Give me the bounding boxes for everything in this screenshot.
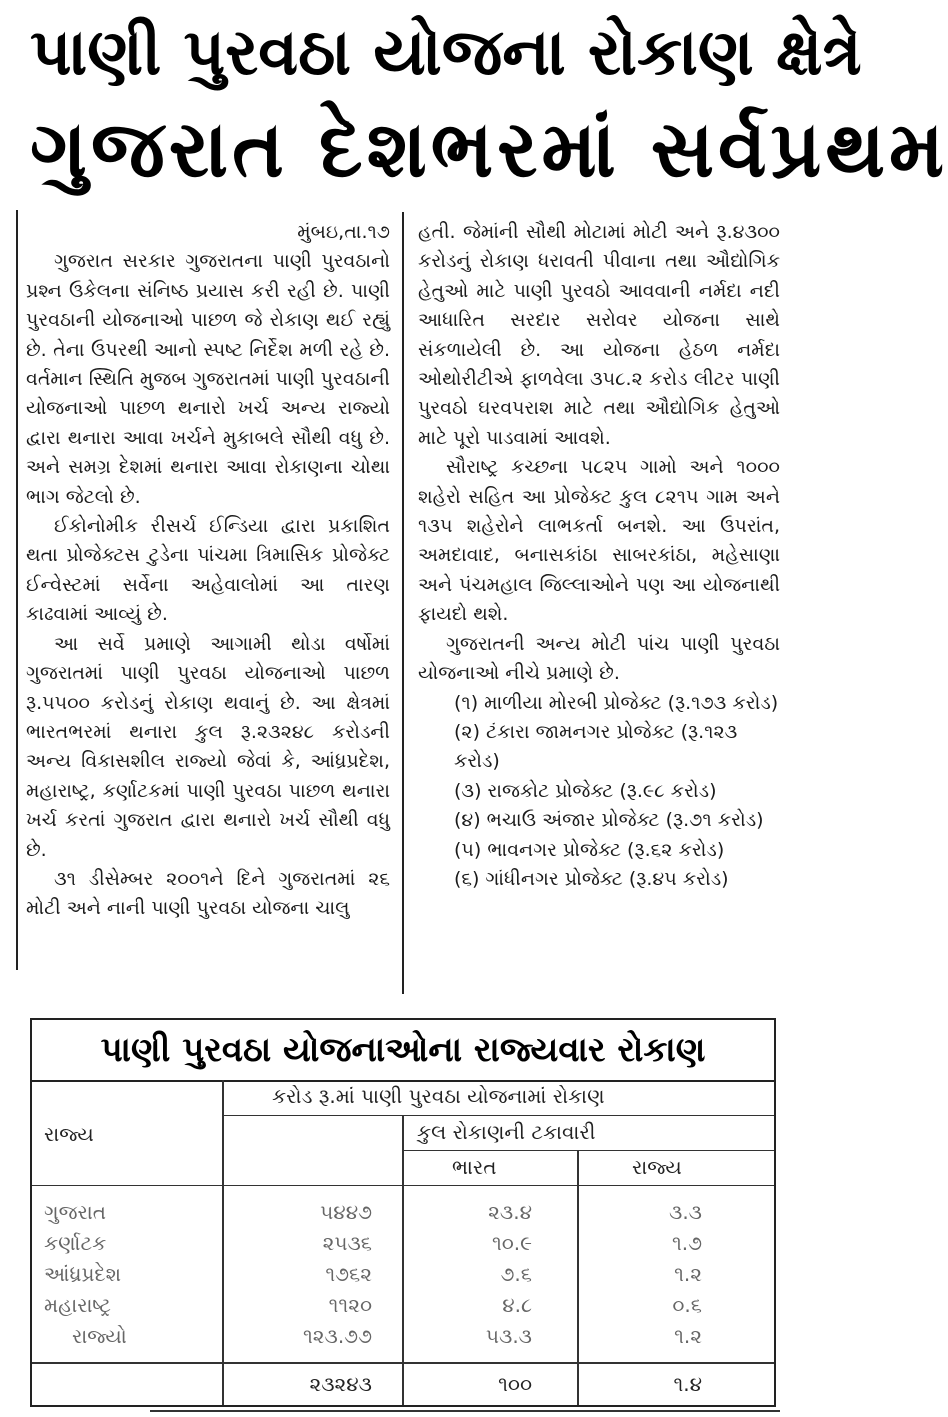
- cell-amount: ૧૧૨૦: [328, 1293, 372, 1317]
- paragraph: ૩૧ ડીસેમ્બર ૨૦૦૧ને દિને ગુજરાતમાં ૨૬ મોટી અને નાની પાણી પુરવઠા યોજના ચાલુ: [26, 867, 390, 920]
- paragraph: ગુજરાત સરકાર ગુજરાતના પાણી પુરવઠાનો પ્રશ્ન ઉકેલના સંનિષ્ઠ પ્રયાસ કરી રહી છે. પાણી પુરવઠાની યોજનાઓ પાછળ જે રોકાણ થઈ રહ્યું છે. તેના ઉપરથી આનો સ્પષ્ટ નિર્દેશ મળી રહે છે. વર્તમાન સ્થિતિ મુજબ ગુજરાતમાં પાણી પુરવઠાની યોજનાઓ પાછળ થનારો ખર્ચ અન્ય રાજ્યો દ્વારા થનારા આવા ખર્ચને મુકાબલે સૌથી વધુ છે. અને સમગ્ર દેશમાં થનારા આવા રોકાણના ચોથા ભાગ જેટલો છે.: [26, 250, 390, 508]
- cell-amount: ૫૪૪૭: [320, 1200, 372, 1224]
- cell-state-pct: ૧.૨: [674, 1262, 702, 1286]
- cell-state-pct: ૧.૨: [674, 1324, 702, 1348]
- cell-state-pct: ૧.૭: [671, 1231, 702, 1255]
- headline-line-1: પાણી પુરવઠા યોજના રોકાણ ક્ષેત્રે: [30, 16, 862, 90]
- cell-state: રાજ્યો: [72, 1324, 127, 1348]
- project-list-item: (૬) ગાંધીનગર પ્રોજેક્ટ (રૂ.૪૫ કરોડ): [454, 867, 729, 890]
- cell-state-pct: ૩.૩: [669, 1200, 702, 1224]
- bottom-rule: [150, 1410, 780, 1412]
- project-list-item: (૩) રાજકોટ પ્રોજેક્ટ (રૂ.૯૮ કરોડ): [454, 779, 717, 802]
- cell-state: ગુજરાત: [44, 1200, 107, 1224]
- table-divider: [222, 1115, 774, 1116]
- table-divider: [32, 1362, 774, 1364]
- left-margin-rule: [16, 210, 18, 970]
- cell-india: ૨૩.૪: [488, 1200, 532, 1224]
- cell-state: આંધ્રપ્રદેશ: [44, 1262, 122, 1286]
- project-list-item: (૫) ભાવનગર પ્રોજેક્ટ (રૂ.૬૨ કરોડ): [454, 838, 725, 861]
- paragraph: ગુજરાતની અન્ય મોટી પાંચ પાણી પુરવઠા યોજનાઓ નીચે પ્રમાણે છે.: [418, 632, 780, 685]
- cell-india: ૪.૮: [502, 1293, 532, 1317]
- headline-line-2: ગુજરાત દેશભરમાં સર્વપ્રથમ: [30, 105, 948, 195]
- header-india: ભારત: [452, 1155, 497, 1179]
- article-right-column: [418, 218, 780, 998]
- header-state: રાજ્ય: [44, 1122, 94, 1146]
- dateline: મુંબઇ,તા.૧૭: [297, 221, 390, 243]
- table-divider: [402, 1150, 774, 1151]
- cell-india: ૫૩.૩: [485, 1324, 532, 1348]
- paragraph: આ સર્વે પ્રમાણે આગામી થોડા વર્ષોમાં ગુજરાતમાં પાણી પુરવઠા યોજનાઓ પાછળ રૂ.૫૫૦૦ કરોડનું રોકાણ થવાનું છે. આ ક્ષેત્રમાં ભારતભરમાં થનારા કુલ રૂ.૨૩૨૪૮ કરોડની અન્ય વિકાસશીલ રાજ્યો જેવાં કે, આંધ્રપ્રદેશ, મહારાષ્ટ્ર, કર્ણાટકમાં પાણી પુરવઠા પાછળ થનારા ખર્ચ કરતાં ગુજરાત દ્વારા થનારો ખર્ચ સૌથી વધુ છે.: [26, 632, 390, 861]
- header-percent: કુલ રોકાણની ટકાવારી: [417, 1120, 596, 1144]
- cell-amount: ૧૭૬૨: [325, 1262, 372, 1286]
- table-divider: [32, 1185, 774, 1186]
- cell-amount: ૨૫૩૬: [322, 1231, 372, 1255]
- project-list-item: (૧) માળીયા મોરબી પ્રોજેક્ટ (રૂ.૧૭૩ કરોડ): [454, 691, 779, 714]
- table-title: પાણી પુરવઠા યોજનાઓના રાજ્યવાર રોકાણ: [32, 1020, 774, 1082]
- paragraph: સૌરાષ્ટ્ર કચ્છના ૫૮૨૫ ગામો અને ૧૦૦૦ શહેરો સહિત આ પ્રોજેક્ટ કુલ ૮૨૧૫ ગામ અને ૧૩૫ શહેરોને લાભકર્તા બનશે. આ ઉપરાંત, અમદાવાદ, બનાસકાંઠા સાબરકાંઠા, મહેસાણા અને પંચમહાલ જિલ્લાઓને પણ આ યોજનાથી ફાયદો થશે.: [418, 456, 780, 626]
- article-left-column: [26, 218, 390, 988]
- cell-state-pct: ૦.૬: [672, 1293, 702, 1317]
- total-state-pct: ૧.૪: [673, 1372, 702, 1396]
- total-india: ૧૦૦: [498, 1372, 532, 1396]
- table-divider: [577, 1150, 579, 1405]
- cell-amount: ૧૨૩.૭૭: [302, 1324, 372, 1348]
- header-state-pct: રાજ્ય: [632, 1155, 682, 1179]
- total-amount: ૨૩૨૪૩: [309, 1372, 372, 1396]
- column-divider: [402, 212, 404, 994]
- cell-india: ૧૦.૯: [491, 1231, 532, 1255]
- paragraph: હતી. જેમાંની સૌથી મોટામાં મોટી અને રૂ.૪૩૦૦ કરોડનું રોકાણ ધરાવતી પીવાના તથા ઔદ્યોગિક હેતુઓ માટે પાણી પુરવઠો આવવાની નર્મદા નદી આધારિત સરદાર સરોવર યોજના સાથે સંકળાયેલી છે. આ યોજના હેઠળ નર્મદા ઓથોરીટીએ ફાળવેલા ૩૫૮.૨ કરોડ લીટર પાણી પુરવઠો ઘરવપરાશ માટે તથા ઔદ્યોગિક હેતુઓ માટે પૂરો પાડવામાં આવશે.: [418, 221, 780, 449]
- table-divider: [222, 1080, 224, 1405]
- project-list-item: (૨) ટંકારા જામનગર પ્રોજેક્ટ (રૂ.૧૨૩ કરોડ): [454, 720, 738, 773]
- cell-state: કર્ણાટક: [44, 1231, 107, 1255]
- cell-state: મહારાષ્ટ્ર: [44, 1293, 111, 1317]
- cell-india: ૭.૬: [500, 1262, 532, 1286]
- header-investment: કરોડ રૂ.માં પાણી પુરવઠા યોજનામાં રોકાણ: [272, 1084, 605, 1108]
- project-list-item: (૪) ભચાઉ અંજાર પ્રોજેક્ટ (રૂ.૭૧ કરોડ): [454, 809, 764, 832]
- investment-table: [30, 1018, 776, 1407]
- paragraph: ઈકોનોમીક રીસર્ચ ઈન્ડિયા દ્વારા પ્રકાશિત થતા પ્રોજેક્ટસ ટુડેના પાંચમા ત્રિમાસિક પ્રોજેક્ટ ઈન્વેસ્ટમાં સર્વેના અહેવાલોમાં આ તારણ કાઢવામાં આવ્યું છે.: [26, 515, 390, 626]
